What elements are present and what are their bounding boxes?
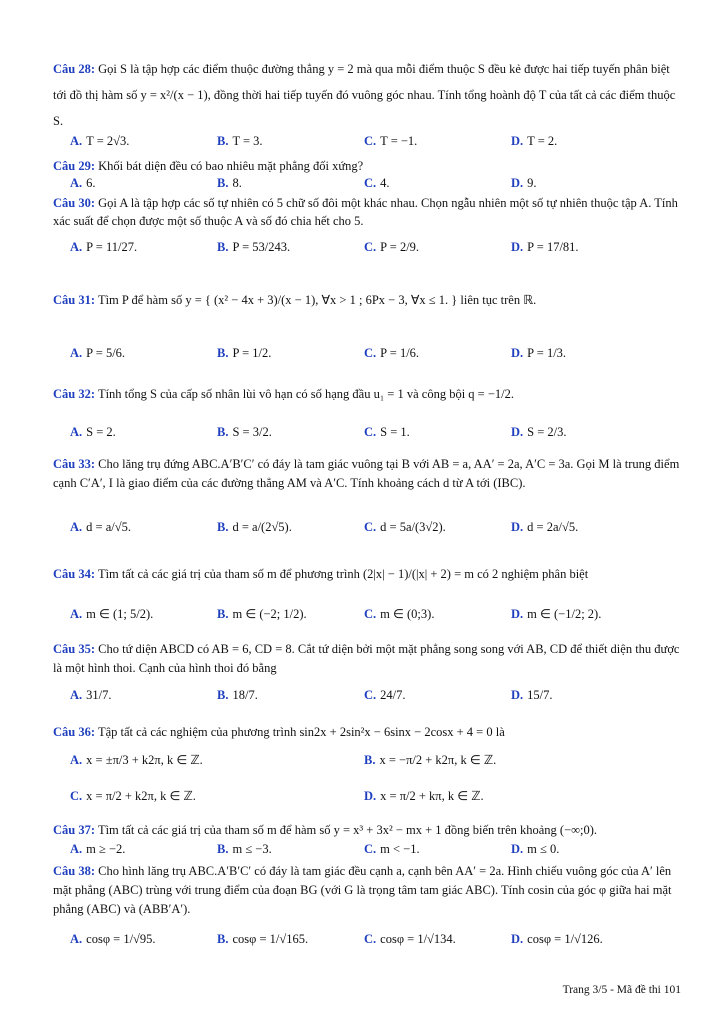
- question-number: Câu 33:: [53, 457, 96, 471]
- option-c: 24/7.: [380, 688, 406, 702]
- question-number: Câu 38:: [53, 864, 96, 878]
- options-35: [70, 688, 690, 710]
- option-b: S = 3/2.: [232, 425, 272, 439]
- option-letter: D.: [511, 842, 524, 856]
- question-37: [53, 820, 683, 840]
- option-b: 18/7.: [232, 688, 258, 702]
- page-footer: Trang 3/5 - Mã đề thi 101: [562, 984, 681, 996]
- option-d: S = 2/3.: [527, 425, 567, 439]
- option-letter: B.: [217, 240, 229, 254]
- options-36-row2: [70, 788, 690, 810]
- question-number: Câu 31:: [53, 293, 96, 307]
- option-letter: D.: [511, 688, 524, 702]
- option-a: m ∈ (1; 5/2).: [86, 607, 154, 621]
- option-letter: B.: [217, 688, 229, 702]
- option-c: 4.: [380, 176, 390, 190]
- option-d: P = 1/3.: [527, 346, 567, 360]
- option-letter: C.: [364, 346, 377, 360]
- question-text: Cho lăng trụ đứng ABC.A′B′C′ có đáy là tam giác vuông tại B với AB = a, AA′ = 2a, A′C = 3a. Gọi M là trung điểm cạnh C′A′, I là giao điểm của các đường thẳng AM và A′C. Tính khoảng cách d từ A tới (IBC).: [53, 457, 680, 490]
- option-c: P = 2/9.: [380, 240, 420, 254]
- option-d: 15/7.: [527, 688, 553, 702]
- option-a: 6.: [86, 176, 96, 190]
- question-number: Câu 36:: [53, 725, 96, 739]
- option-c: x = π/2 + k2π, k ∈ ℤ.: [86, 789, 196, 803]
- question-number: Câu 30:: [53, 196, 96, 210]
- question-text: Gọi A là tập hợp các số tự nhiên có 5 chữ số đôi một khác nhau. Chọn ngẫu nhiên một số tự nhiên thuộc tập A. Tính xác suất để chọn được một số thuộc A và số đó chia hết cho 5.: [53, 196, 678, 228]
- option-d: T = 2.: [527, 134, 558, 148]
- options-38: [70, 932, 690, 954]
- option-letter: D.: [511, 520, 524, 534]
- options-36-row1: [70, 752, 690, 774]
- options-33: [70, 520, 690, 542]
- option-letter: A.: [70, 842, 83, 856]
- question-38: [53, 862, 683, 919]
- question-text: Tập tất cả các nghiệm của phương trình sin2x + 2sin²x − 6sinx − 2cosx + 4 = 0 là: [97, 725, 505, 739]
- question-33: [53, 455, 683, 493]
- option-letter: D.: [511, 425, 524, 439]
- option-letter: A.: [70, 753, 83, 767]
- option-a: T = 2√3.: [86, 134, 130, 148]
- option-letter: A.: [70, 134, 83, 148]
- option-letter: D.: [511, 240, 524, 254]
- question-number: Câu 35:: [53, 642, 96, 656]
- question-text: Cho hình lăng trụ ABC.A′B′C′ có đáy là tam giác đều cạnh a, cạnh bên AA′ = 2a. Hình chiếu vuông góc của A′ lên mặt phẳng (ABC) trùng với trung điểm của đoạn BG (với G là trọng tâm tam giác ABC). Tính cosin của góc φ giữa hai mặt phẳng (ABC) và (ABB′A′).: [53, 864, 672, 916]
- options-30: [70, 240, 690, 262]
- question-text: Khối bát diện đều có bao nhiêu mặt phẳng đối xứng?: [98, 159, 364, 173]
- question-text: Cho tứ diện ABCD có AB = 6, CD = 8. Cắt tứ diện bởi một mặt phẳng song song với AB, CD để thiết diện thu được là một hình thoi. Cạnh của hình thoi đó bằng: [53, 642, 680, 675]
- option-b: m ≤ −3.: [232, 842, 272, 856]
- option-d: m ∈ (−1/2; 2).: [527, 607, 602, 621]
- option-c: m < −1.: [380, 842, 420, 856]
- option-letter: A.: [70, 607, 83, 621]
- question-text: Gọi S là tập hợp các điểm thuộc đường thẳng y = 2 mà qua mỗi điểm thuộc S đều kẻ được hai tiếp tuyến phân biệt tới đồ thị hàm số y = x²/(x − 1), đồng thời hai tiếp tuyến đó vuông góc nhau. Tính tổng hoành độ T của tất cả các điểm thuộc S.: [53, 62, 676, 128]
- option-letter: C.: [364, 520, 377, 534]
- option-letter: D.: [511, 346, 524, 360]
- option-letter: D.: [511, 932, 524, 946]
- options-31: [70, 346, 690, 368]
- options-37: [70, 842, 690, 864]
- option-letter: D.: [511, 176, 524, 190]
- option-a: d = a/√5.: [86, 520, 131, 534]
- question-text: Tìm tất cả các giá trị của tham số m để hàm số y = x³ + 3x² − mx + 1 đồng biến trên khoảng (−∞;0).: [97, 823, 598, 837]
- option-b: cosφ = 1/√165.: [232, 932, 309, 946]
- option-letter: A.: [70, 520, 83, 534]
- option-d: 9.: [527, 176, 537, 190]
- option-letter: B.: [217, 520, 229, 534]
- option-a: m ≥ −2.: [86, 842, 126, 856]
- option-letter: C.: [364, 932, 377, 946]
- option-letter: B.: [364, 753, 376, 767]
- question-36: [53, 722, 683, 742]
- option-letter: A.: [70, 932, 83, 946]
- option-d: m ≤ 0.: [527, 842, 560, 856]
- question-32: [53, 384, 683, 404]
- option-letter: B.: [217, 932, 229, 946]
- question-number: Câu 32:: [53, 387, 96, 401]
- option-c: cosφ = 1/√134.: [380, 932, 456, 946]
- question-29: [53, 156, 683, 176]
- option-letter: B.: [217, 842, 229, 856]
- option-a: 31/7.: [86, 688, 112, 702]
- option-letter: C.: [364, 176, 377, 190]
- option-letter: D.: [511, 134, 524, 148]
- option-a: P = 5/6.: [86, 346, 126, 360]
- option-b: m ∈ (−2; 1/2).: [232, 607, 307, 621]
- option-letter: C.: [364, 842, 377, 856]
- question-31: [53, 290, 683, 310]
- option-d: cosφ = 1/√126.: [527, 932, 603, 946]
- option-b: 8.: [232, 176, 242, 190]
- question-35: [53, 640, 683, 678]
- option-letter: B.: [217, 134, 229, 148]
- question-28: [53, 56, 683, 134]
- option-letter: B.: [217, 176, 229, 190]
- question-number: Câu 29:: [53, 159, 96, 173]
- question-34: [53, 564, 683, 584]
- options-34: [70, 606, 690, 628]
- option-d: x = π/2 + kπ, k ∈ ℤ.: [380, 789, 484, 803]
- option-letter: D.: [511, 607, 524, 621]
- option-letter: C.: [364, 607, 377, 621]
- option-b: P = 1/2.: [232, 346, 272, 360]
- question-text: Tính tổng S của cấp số nhân lùi vô hạn có số hạng đầu u₁ = 1 và công bội q = −1/2.: [97, 387, 515, 401]
- option-d: P = 17/81.: [527, 240, 579, 254]
- question-number: Câu 34:: [53, 567, 96, 581]
- option-letter: B.: [217, 425, 229, 439]
- question-text: Tìm P để hàm số y = { (x² − 4x + 3)/(x − 1), ∀x > 1 ; 6Px − 3, ∀x ≤ 1. } liên tục trên ℝ.: [97, 293, 537, 307]
- option-letter: C.: [364, 425, 377, 439]
- option-b: x = −π/2 + k2π, k ∈ ℤ.: [379, 753, 497, 767]
- option-b: P = 53/243.: [232, 240, 291, 254]
- option-c: m ∈ (0;3).: [380, 607, 435, 621]
- question-30: [53, 194, 683, 230]
- question-number: Câu 28:: [53, 62, 96, 76]
- option-letter: A.: [70, 688, 83, 702]
- options-28: [70, 134, 690, 156]
- option-c: P = 1/6.: [380, 346, 420, 360]
- option-letter: C.: [364, 240, 377, 254]
- options-32: [70, 425, 690, 447]
- option-letter: A.: [70, 346, 83, 360]
- option-b: T = 3.: [232, 134, 263, 148]
- option-letter: B.: [217, 346, 229, 360]
- option-c: S = 1.: [380, 425, 410, 439]
- option-letter: C.: [70, 789, 83, 803]
- option-b: d = a/(2√5).: [232, 520, 292, 534]
- option-letter: A.: [70, 425, 83, 439]
- option-letter: D.: [364, 789, 377, 803]
- option-a: cosφ = 1/√95.: [86, 932, 156, 946]
- option-letter: A.: [70, 240, 83, 254]
- option-letter: C.: [364, 134, 377, 148]
- option-letter: C.: [364, 688, 377, 702]
- option-a: x = ±π/3 + k2π, k ∈ ℤ.: [86, 753, 203, 767]
- option-a: P = 11/27.: [86, 240, 138, 254]
- option-a: S = 2.: [86, 425, 116, 439]
- option-letter: A.: [70, 176, 83, 190]
- option-letter: B.: [217, 607, 229, 621]
- question-number: Câu 37:: [53, 823, 96, 837]
- option-c: T = −1.: [380, 134, 418, 148]
- question-text: Tìm tất cả các giá trị của tham số m để phương trình (2|x| − 1)/(|x| + 2) = m có 2 nghiệm phân biệt: [97, 567, 589, 581]
- option-d: d = 2a/√5.: [527, 520, 579, 534]
- option-c: d = 5a/(3√2).: [380, 520, 446, 534]
